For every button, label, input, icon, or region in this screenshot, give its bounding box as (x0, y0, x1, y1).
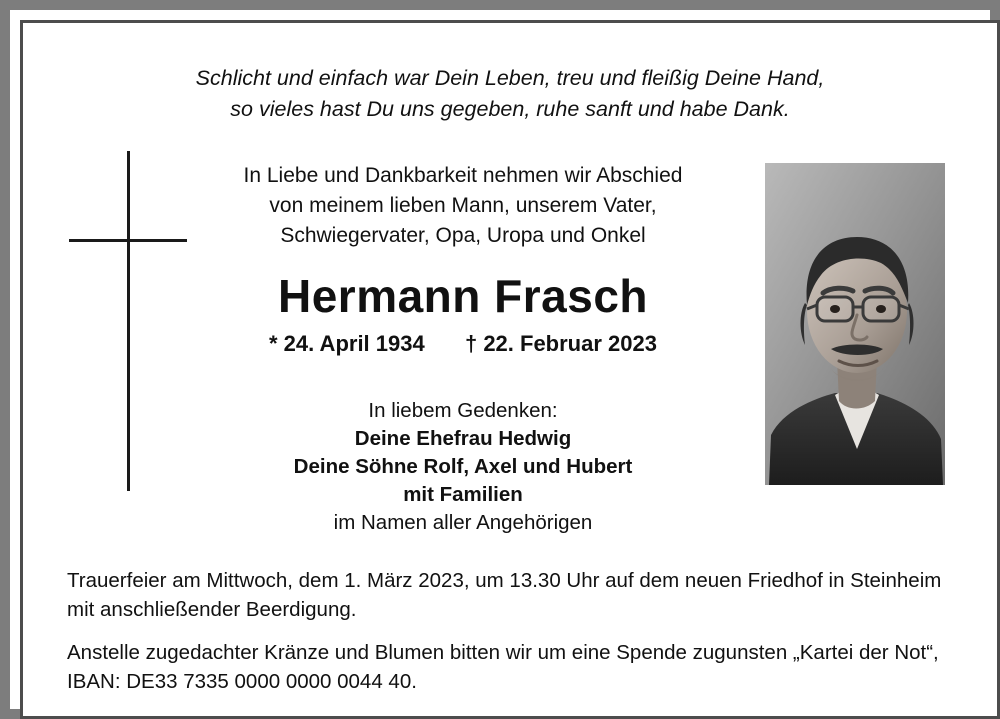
verse-block (23, 63, 997, 125)
memory-block (173, 397, 753, 537)
birth-date: * 24. April 1934 (269, 331, 425, 356)
intro-block (173, 161, 753, 251)
intro-line-3: Schwiegervater, Opa, Uropa und Onkel (280, 224, 646, 247)
deceased-name: Hermann Frasch (277, 270, 648, 322)
funeral-details: Trauerfeier am Mittwoch, dem 1. März 2023, um 13.30 Uhr auf dem neuen Friedhof in Steinheim mit anschließender Beerdigung. (67, 569, 942, 621)
intro-line-1: In Liebe und Dankbarkeit nehmen wir Abschied (243, 164, 683, 187)
cross-horizontal-bar (69, 239, 187, 242)
verse-line-1: Schlicht und einfach war Dein Leben, treu und fleißig Deine Hand, (195, 66, 825, 90)
memory-line-1: Deine Ehefrau Hedwig (354, 427, 572, 450)
memory-line-3: mit Familien (403, 483, 523, 506)
death-date: † 22. Februar 2023 (464, 331, 657, 356)
obituary-inner-border (20, 20, 1000, 719)
footer-block (67, 566, 967, 710)
memory-heading: In liebem Gedenken: (368, 399, 558, 422)
obituary-card (23, 23, 997, 716)
portrait-photo (765, 163, 945, 485)
cross-vertical-bar (127, 151, 130, 491)
verse-line-2: so vieles hast Du uns gegeben, ruhe sanft und habe Dank. (230, 97, 790, 121)
donation-details: Anstelle zugedachter Kränze und Blumen bitten wir um eine Spende zugunsten „Kartei der Not“, IBAN: DE33 7335 0000 0000 0044 40. (67, 641, 939, 693)
memory-line-4: im Namen aller Angehörigen (333, 511, 593, 534)
life-dates (173, 331, 753, 357)
intro-line-2: von meinem lieben Mann, unserem Vater, (269, 194, 657, 217)
main-text-block (173, 161, 753, 537)
memory-line-2: Deine Söhne Rolf, Axel und Hubert (293, 455, 633, 478)
